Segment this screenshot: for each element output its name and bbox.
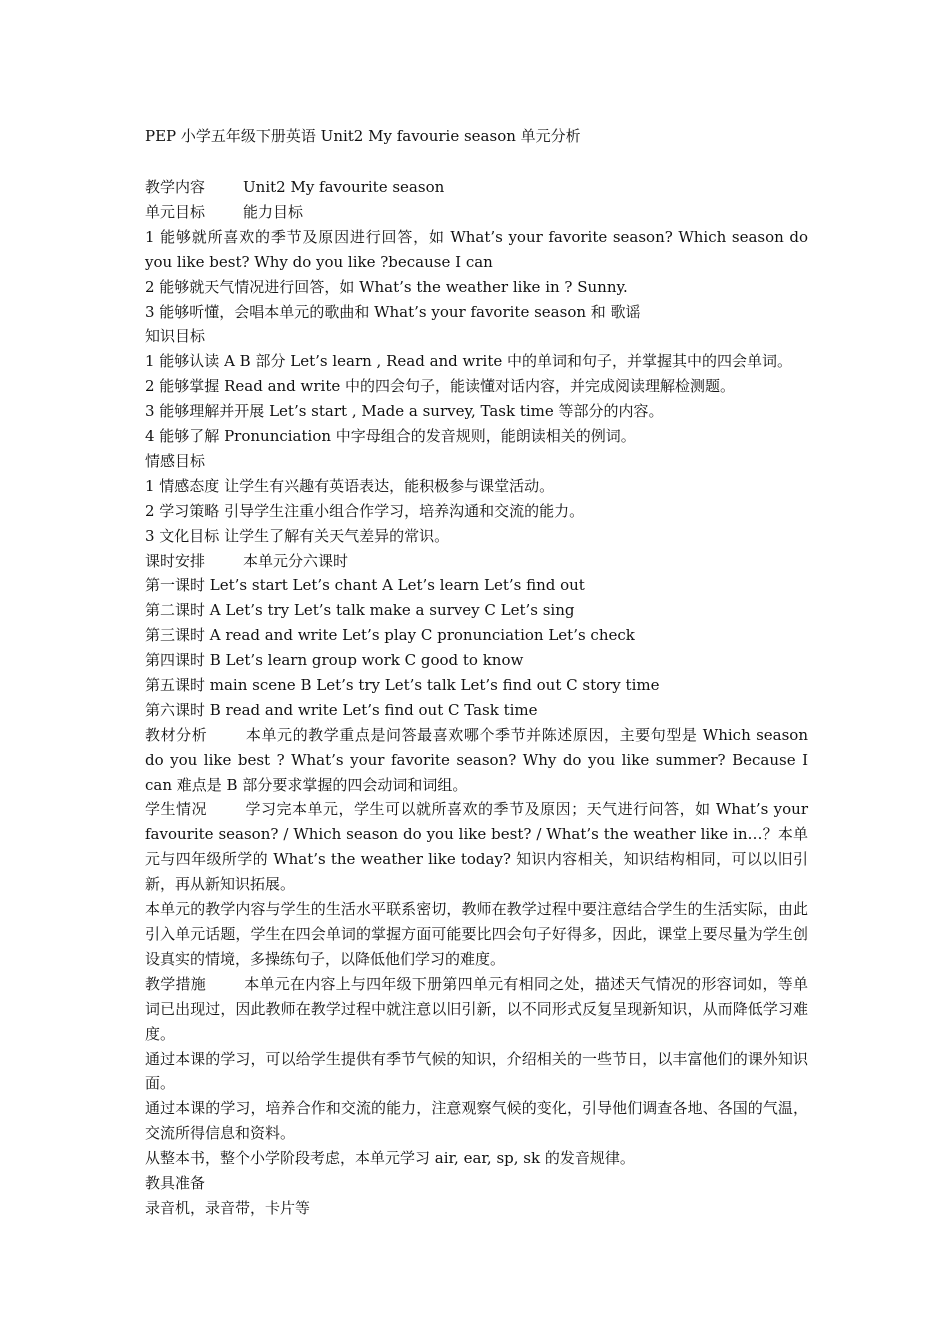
lesson-item: 第二课时 A Let’s try Let’s talk make a survey C Let’s sing (145, 601, 575, 620)
lesson-item: 第五课时 main scene B Let’s try Let’s talk Let’s find out C story time (145, 675, 660, 694)
lesson-item: 第六课时 B read and write Let’s find out C Task time (145, 700, 538, 719)
material-analysis (145, 723, 808, 798)
unit-goals-line (145, 200, 808, 225)
ability-item: 2 能够就天气情况进行回答，如 What’s the weather like in ? Sunny. (145, 277, 628, 296)
ability-item: 3 能够听懂，会唱本单元的歌曲和 What’s your favorite season 和 歌谣 (145, 302, 641, 321)
material-label: 教材分析 (145, 725, 208, 744)
lesson-item: 第四课时 B Let’s learn group work C good to know (145, 651, 524, 670)
knowledge-item: 3 能够理解并开展 Let’s start , Made a survey, Task time 等部分的内容。 (145, 402, 664, 421)
material-text: 本单元的教学重点是问答最喜欢哪个季节并陈述原因，主要句型是 Which season do you like best ? What’s your favorite season? Why do you like summer? Because I can 难点是 B 部分要求掌握的四会动词和词组。 (145, 725, 808, 794)
teaching-content-line (145, 175, 808, 200)
document-body (145, 175, 808, 1221)
emotion-item: 1 情感态度 让学生有兴趣有英语表达，能积极参与课堂活动。 (145, 476, 555, 495)
students-text: 学习完本单元，学生可以就所喜欢的季节及原因；天气进行问答，如 What’s your favourite season? / Which season do you like best? / What’s the weather like in…？本单元与四年级所学的 What’s the weather like today? 知识内容相关，知识结构相同，可以以旧引新，再从新知识拓展。 (145, 800, 808, 894)
lesson-item: 第三课时 A read and write Let’s play C pronunciation Let’s check (145, 626, 635, 645)
emotion-label: 情感目标 (145, 451, 206, 470)
measures-label: 教学措施 (145, 974, 206, 993)
extra-paragraph: 从整本书，整个小学阶段考虑，本单元学习 air, ear, sp, sk 的发音规律。 (145, 1149, 635, 1168)
unit-goals-value: 能力目标 (243, 202, 304, 221)
knowledge-item: 1 能够认读 A B 部分 Let’s learn , Read and write 中的单词和句子，并掌握其中的四会单词。 (145, 352, 793, 371)
students-label: 学生情况 (145, 800, 208, 819)
emotion-item: 3 文化目标 让学生了解有关天气差异的常识。 (145, 526, 450, 545)
tools-label: 教具准备 (145, 1174, 206, 1193)
tools-value: 录音机，录音带，卡片等 (145, 1198, 311, 1217)
extra-paragraph: 通过本课的学习，培养合作和交流的能力，注意观察气候的变化，引导他们调查各地、各国的气温，交流所得信息和资料。 (145, 1099, 808, 1143)
extra-paragraph: 通过本课的学习，可以给学生提供有季节气候的知识，介绍相关的一些节日，以丰富他们的课外知识面。 (145, 1049, 808, 1093)
knowledge-item: 4 能够了解 Pronunciation 中字母组合的发音规则，能朗读相关的例词。 (145, 427, 636, 446)
schedule-line (145, 549, 808, 574)
emotion-item: 2 学习策略 引导学生注重小组合作学习，培养沟通和交流的能力。 (145, 501, 585, 520)
students-extra: 本单元的教学内容与学生的生活水平联系密切，教师在教学过程中要注意结合学生的生活实际，由此引入单元话题，学生在四会单词的掌握方面可能要比四会句子好得多，因此，课堂上要尽量为学生创设真实的情境，多操练句子，以降低他们学习的难度。 (145, 900, 808, 968)
document-title: PEP 小学五年级下册英语 Unit2 My favourie season 单元分析 (145, 127, 581, 145)
teaching-content-value: Unit2 My favourite season (243, 178, 445, 196)
student-situation (145, 797, 808, 897)
measures-text: 本单元在内容上与四年级下册第四单元有相同之处，描述天气情况的形容词如，等单词已出现过，因此教师在教学过程中就注意以旧引新，以不同形式反复呈现新知识，从而降低学习难度。 (145, 974, 808, 1043)
ability-item: 1 能够就所喜欢的季节及原因进行回答，如 What’s your favorite season? Which season do you like best? Why do you like ?because I can (145, 227, 808, 271)
knowledge-item: 2 能够掌握 Read and write 中的四会句子，能读懂对话内容，并完成阅读理解检测题。 (145, 377, 736, 396)
unit-goals-label: 单元目标 (145, 202, 206, 221)
schedule-value: 本单元分六课时 (243, 551, 349, 570)
teaching-content-label: 教学内容 (145, 178, 206, 196)
knowledge-label: 知识目标 (145, 327, 206, 346)
teaching-measures (145, 972, 808, 1047)
lesson-item: 第一课时 Let’s start Let’s chant A Let’s learn Let’s find out (145, 576, 585, 595)
schedule-label: 课时安排 (145, 551, 206, 570)
